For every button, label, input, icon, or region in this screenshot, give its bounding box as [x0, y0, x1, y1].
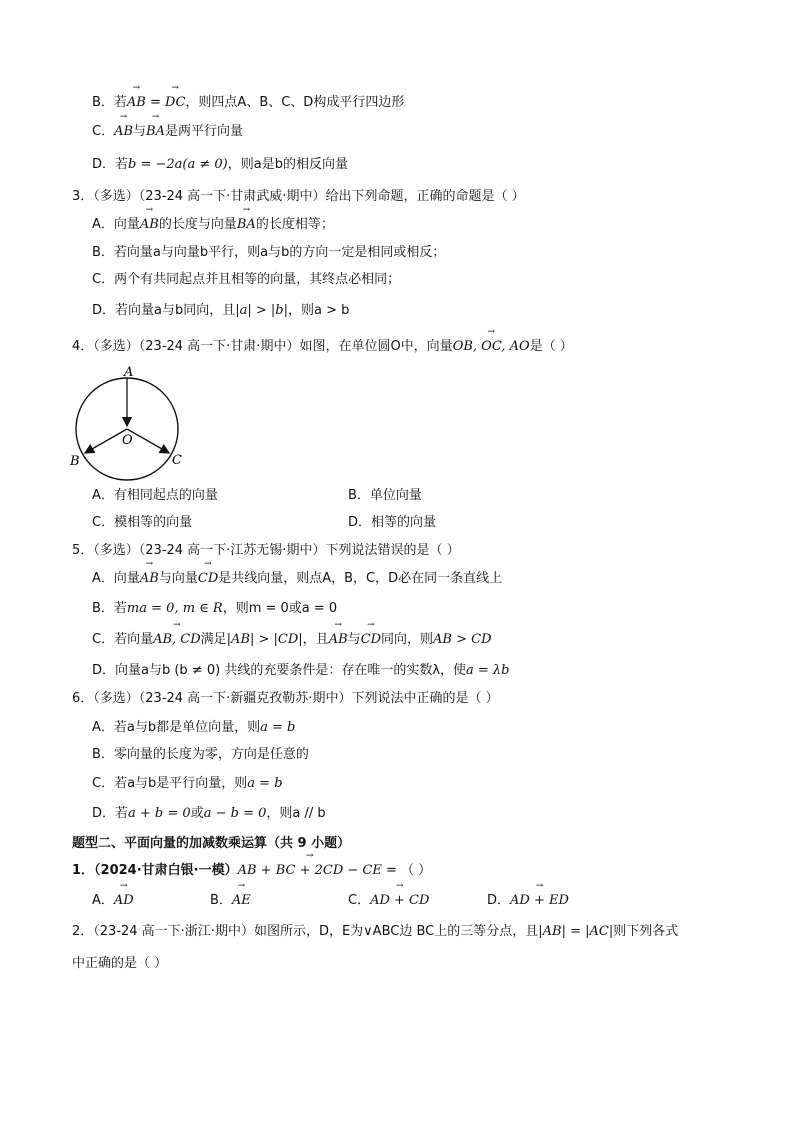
q6-option-a: A．若a与b都是单位向量，则a = b — [92, 720, 296, 735]
q5-option-d: D．向量a与b (b ≠ 0) 共线的充要条件是：存在唯一的实数λ，使a = λb — [92, 663, 510, 678]
q3-stem: 3．（多选）（23-24 高一下·甘肃武威·期中）给出下列命题，正确的命题是（ ） — [72, 189, 525, 204]
vector-ab: → AB — [127, 94, 146, 112]
q2-option-d: D．若b = −2a(a ≠ 0)，则a是b的相反向量 — [92, 157, 348, 172]
s2-q2-line1: 2．（23-24 高一下·浙江·期中）如图所示，D，E为∨ABC边 BC上的三等分点，且|AB| = |AC|则下列各式 — [72, 924, 679, 939]
q4-option-d: D．相等的向量 — [348, 515, 437, 530]
q4-option-b: B．单位向量 — [348, 488, 422, 503]
s2-q1-option-d: D．→ AD + ED — [487, 892, 569, 910]
s2-q1-option-c: C．→ AD + CD — [348, 892, 429, 910]
vector-oc-arrow — [127, 429, 169, 453]
q6-option-b: B．零向量的长度为零，方向是任意的 — [92, 747, 309, 762]
q3-option-a: A．向量→ AB的长度与向量→ BA的长度相等； — [92, 216, 334, 234]
point-a-label: A — [124, 365, 134, 380]
q4-stem: 4．（多选）（23-24 高一下·甘肃·期中）如图，在单位圆O中，向量→ OB, OC, AO是（ ） — [72, 338, 573, 356]
q2-option-b: B．若→ AB = → DC，则四点A、B、C、D构成平行四边形 — [92, 94, 404, 112]
s2-q1-option-b: B．→ AE — [210, 892, 251, 910]
unit-circle-figure — [68, 364, 198, 484]
s2-q1-stem: 1．（2024·甘肃白银·一模）→ AB + BC + 2CD − CE = （ ） — [72, 862, 431, 880]
q3-option-d: D．若向量a与b同向，且|a| > |b|，则a > b — [92, 303, 350, 318]
q6-option-c: C．若a与b是平行向量，则a = b — [92, 776, 283, 791]
point-b-label: B — [70, 454, 80, 469]
q5-option-c: C．若向量→ AB, CD满足|AB| > |CD|，且→ AB与→ CD同向，则AB > CD — [92, 631, 492, 649]
q4-option-c: C．模相等的向量 — [92, 515, 193, 530]
q5-option-a: A．向量→ AB与向量→ CD是共线向量，则点A，B，C，D必在同一条直线上 — [92, 570, 502, 588]
q6-option-d: D．若a + b = 0或a − b = 0，则a // b — [92, 806, 326, 821]
q3-option-b: B．若向量a与向量b平行，则a与b的方向一定是相同或相反； — [92, 245, 446, 260]
vector-dc: → DC — [165, 94, 185, 112]
vector-ob-arrow — [85, 429, 127, 453]
point-o-label: O — [122, 433, 133, 448]
q5-option-b: B．若ma = 0, m ∈ R，则m = 0或a = 0 — [92, 601, 338, 616]
section-heading: 题型二、平面向量的加减数乘运算（共 9 小题） — [72, 836, 351, 851]
q3-option-c: C．两个有共同起点并且相等的向量，其终点必相同； — [92, 272, 401, 287]
q5-stem: 5．（多选）（23-24 高一下·江苏无锡·期中）下列说法错误的是（ ） — [72, 543, 460, 558]
q2-option-c: C．→ AB与→ BA是两平行向量 — [92, 123, 243, 141]
q4-option-a: A．有相同起点的向量 — [92, 488, 218, 503]
s2-q1-option-a: A．→ AD — [92, 892, 134, 910]
s2-q2-line2: 中正确的是（ ） — [72, 956, 168, 971]
point-c-label: C — [172, 453, 182, 468]
q6-stem: 6．（多选）（23-24 高一下·新疆克孜勒苏·期中）下列说法中正确的是（ ） — [72, 691, 499, 706]
